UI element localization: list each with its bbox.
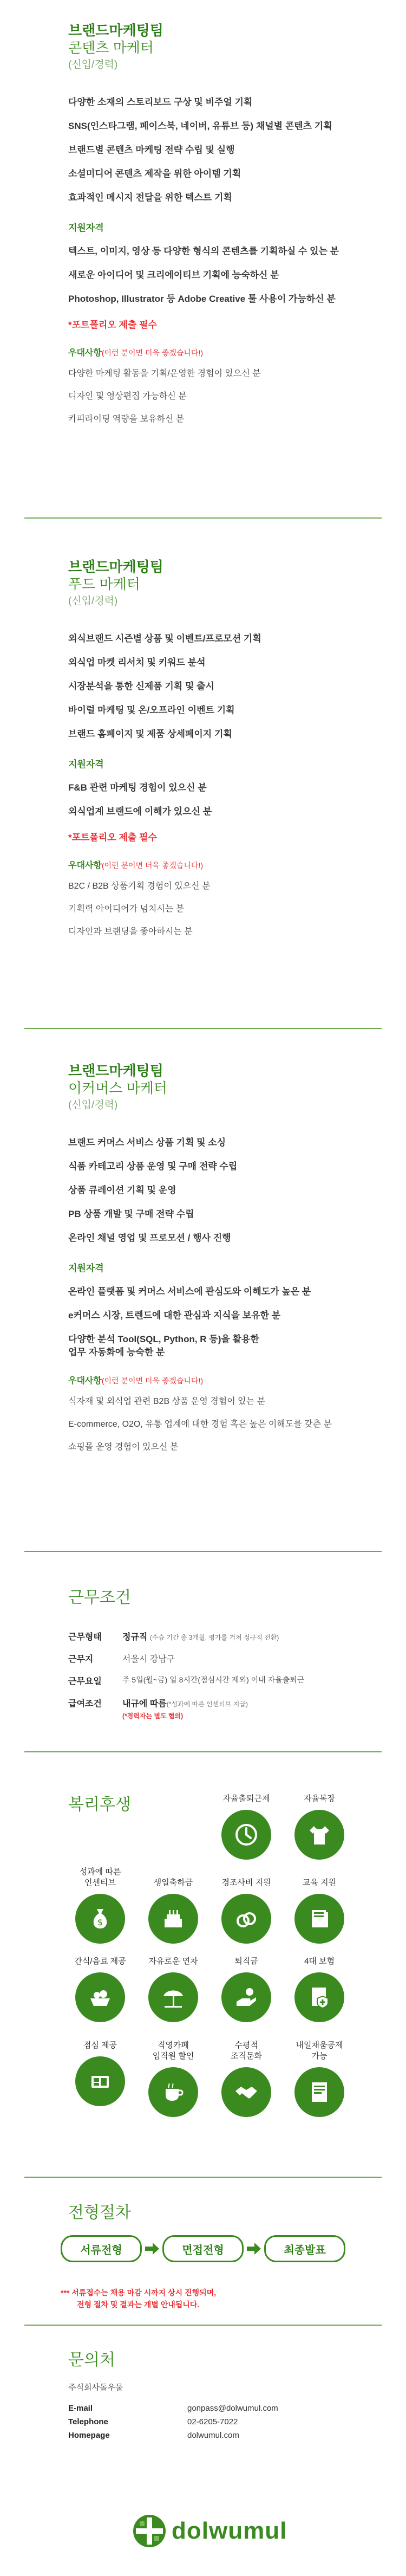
duty-item: 브랜드 홈페이지 및 제품 상세페이지 기획 xyxy=(68,729,232,739)
duty-item: 외식브랜드 시즌별 상품 및 이벤트/프로모션 기획 xyxy=(68,633,261,644)
condition-key: 근무형태 xyxy=(68,1633,102,1642)
coffee-icon xyxy=(148,2067,198,2117)
step-document-screening: 서류전형 xyxy=(61,2235,142,2262)
job-role: 이커머스 마케터 xyxy=(68,1080,168,1096)
benefit-casual-dress: 자율복장 xyxy=(284,1794,355,1860)
duty-list xyxy=(68,1137,406,1244)
rings-icon xyxy=(221,1894,271,1944)
benefit-mutual-aid: 내일채움공제 가능 xyxy=(284,2040,355,2117)
benefit-family-events: 경조사비 지원 xyxy=(211,1878,281,1944)
benefit-lunch: 점심 제공 xyxy=(65,2040,135,2106)
svg-text:$: $ xyxy=(97,1917,103,1927)
book-icon xyxy=(294,1894,344,1944)
company-name: 주식회사돌우물 xyxy=(68,2383,123,2392)
job-team: 브랜드마케팅팀 xyxy=(68,559,163,575)
condition-value: 정규직 (수습 기간 총 3개월, 평가를 거쳐 정규직 전환) xyxy=(122,1633,279,1642)
handshake-icon xyxy=(221,2067,271,2117)
job-role: 콘텐츠 마케터 xyxy=(68,40,154,56)
preferred-item: 디자인 및 영상편집 가능하신 분 xyxy=(68,392,187,401)
snack-icon xyxy=(75,1972,125,2022)
job-type: (신입/경력) xyxy=(68,1099,118,1111)
job-type: (신입/경력) xyxy=(68,596,118,607)
preferred-item: 디자인과 브랜딩을 좋아하시는 분 xyxy=(68,927,193,936)
preferred-item: E-commerce, O2O, 유통 업계에 대한 경험 혹은 높은 이해도를 갖춘 분 xyxy=(68,1420,332,1429)
beach-icon xyxy=(148,1972,198,2022)
preferred-item: 다양한 마케팅 활동을 기획/운영한 경험이 있으신 분 xyxy=(68,369,261,378)
requirement-item: 텍스트, 이미지, 영상 등 다양한 형식의 콘텐츠를 기획하실 수 있는 분 xyxy=(68,246,339,256)
condition-key: 급여조건 xyxy=(68,1699,102,1708)
benefit-cafe-discount: 직영카페 임직원 할인 xyxy=(138,2040,208,2117)
benefit-insurance: 4대 보험 xyxy=(284,1956,355,2022)
condition-key: 근무지 xyxy=(68,1655,94,1664)
homepage-link[interactable]: dolwumul.com xyxy=(187,2431,239,2440)
job-role: 푸드 마케터 xyxy=(68,576,140,592)
requirement-item: 업무 자동화에 능숙한 분 xyxy=(68,1347,165,1357)
contact-row: Homepage dolwumul.com xyxy=(68,2431,239,2440)
job-food-marketer xyxy=(0,558,406,949)
preferred-item: 쇼핑몰 운영 경험이 있으신 분 xyxy=(68,1442,179,1452)
requirement-item: 온라인 플랫폼 및 커머스 서비스에 관심도와 이해도가 높은 분 xyxy=(68,1286,311,1297)
duty-item: PB 상품 개발 및 구매 전략 수립 xyxy=(68,1209,194,1219)
cake-icon xyxy=(148,1894,198,1944)
requirements-heading: 지원자격 xyxy=(68,1263,104,1273)
requirement-item: 다양한 분석 Tool(SQL, Python, R 등)을 활용한 xyxy=(68,1334,259,1344)
process-note: *** 서류접수는 채용 마감 시까지 상시 진행되며, 전형 절차 및 결과는 개별 안내됩니다. xyxy=(61,2288,217,2309)
benefits-grid xyxy=(65,1794,368,2173)
duty-item: 바이럴 마케팅 및 온/오프라인 이벤트 기획 xyxy=(68,705,235,715)
condition-row xyxy=(68,1697,371,1720)
duty-list xyxy=(68,633,406,740)
logo-text: dolwumul xyxy=(172,2517,287,2544)
section-divider xyxy=(24,1751,382,1752)
step-final-announcement: 최종발표 xyxy=(264,2235,345,2262)
duty-item: 다양한 소재의 스토리보드 구상 및 비주얼 기획 xyxy=(68,97,253,107)
process-steps xyxy=(61,2235,345,2262)
duty-item: 상품 큐레이션 기획 및 운영 xyxy=(68,1185,176,1195)
duty-item: 시장분석을 통한 신제품 기획 및 출시 xyxy=(68,681,214,691)
job-type: (신입/경력) xyxy=(68,59,118,70)
condition-row xyxy=(68,1652,371,1665)
section-divider xyxy=(24,1551,382,1552)
benefit-birthday: 생일축하금 xyxy=(138,1878,208,1944)
duty-item: 브랜드 커머스 서비스 상품 기획 및 소싱 xyxy=(68,1137,226,1148)
job-ecommerce-marketer xyxy=(0,1062,406,1464)
telephone-link[interactable]: 02-6205-7022 xyxy=(187,2417,238,2426)
conditions-table xyxy=(68,1630,371,1730)
preferred-heading: 우대사항(이런 분이면 더욱 좋겠습니다!) xyxy=(68,861,203,870)
condition-value: 주 5일(월~금) 일 8시간(점심시간 제외) 이내 자율출퇴근 xyxy=(122,1675,305,1684)
condition-key: 근무요일 xyxy=(68,1677,102,1686)
benefits-title: 복리후생 xyxy=(68,1796,131,1814)
requirement-item: F&B 관련 마케팅 경험이 있으신 분 xyxy=(68,782,207,793)
condition-row xyxy=(68,1674,371,1687)
preferred-heading: 우대사항(이런 분이면 더욱 좋겠습니다!) xyxy=(68,1376,203,1386)
document-icon xyxy=(294,2067,344,2117)
benefit-free-leave: 자유로운 연차 xyxy=(138,1956,208,2022)
tshirt-icon xyxy=(294,1810,344,1860)
lunch-icon xyxy=(75,2056,125,2106)
section-divider xyxy=(24,2177,382,2178)
job-team: 브랜드마케팅팀 xyxy=(68,1063,163,1079)
duty-item: 효과적인 메시지 전달을 위한 텍스트 기획 xyxy=(68,192,232,203)
condition-value: 내규에 따름(*성과에 따른 인센티브 지급) (*경력자는 별도 협의) xyxy=(122,1699,248,1720)
requirement-item: 새로운 아이디어 및 크리에이티브 기획에 능숙하신 분 xyxy=(68,270,279,280)
requirement-item: e커머스 시장, 트렌드에 대한 관심과 지식을 보유한 분 xyxy=(68,1310,281,1321)
duty-item: 소셜미디어 콘텐츠 제작을 위한 아이템 기획 xyxy=(68,169,241,179)
job-content-marketer xyxy=(0,22,406,436)
arrow-right-icon xyxy=(142,2235,162,2262)
duty-item: 온라인 채널 영업 및 프로모션 / 행사 진행 xyxy=(68,1233,231,1243)
duty-item: 브랜드별 콘텐츠 마케팅 전략 수립 및 실행 xyxy=(68,145,235,155)
section-divider xyxy=(24,517,382,519)
condition-value: 서울시 강남구 xyxy=(122,1655,175,1664)
job-team: 브랜드마케팅팀 xyxy=(68,22,163,38)
benefit-snacks: 간식/음료 제공 xyxy=(65,1956,135,2022)
duty-item: SNS(인스타그램, 페이스북, 네이버, 유튜브 등) 채널별 콘텐츠 기획 xyxy=(68,121,332,131)
benefit-horizontal-culture: 수평적 조직문화 xyxy=(211,2040,281,2117)
duty-list xyxy=(68,96,406,204)
benefit-education: 교육 지원 xyxy=(284,1878,355,1944)
preferred-heading: 우대사항(이런 분이면 더욱 좋겠습니다!) xyxy=(68,348,203,358)
portfolio-required-note: *포트폴리오 제출 필수 xyxy=(68,320,157,330)
contact-info xyxy=(68,2381,371,2444)
step-interview: 면접전형 xyxy=(162,2235,244,2262)
clock-icon xyxy=(221,1810,271,1860)
company-logo xyxy=(133,2514,287,2548)
money-bag-icon xyxy=(75,1894,125,1944)
benefit-incentive: 성과에 따른 인센티브 $ xyxy=(65,1867,135,1944)
contact-row: Telephone 02-6205-7022 xyxy=(68,2417,238,2426)
preferred-item: 기획력 아이디어가 넘치시는 분 xyxy=(68,904,185,914)
preferred-item: B2C / B2B 상품기획 경험이 있으신 분 xyxy=(68,882,211,891)
logo-mark-icon xyxy=(133,2514,166,2548)
insurance-icon xyxy=(294,1972,344,2022)
section-divider xyxy=(24,1028,382,1029)
contact-row: E-mail gonpass@dolwumul.com xyxy=(68,2404,278,2413)
benefit-severance: 퇴직금 xyxy=(211,1956,281,2022)
portfolio-required-note: *포트폴리오 제출 필수 xyxy=(68,832,157,843)
condition-row xyxy=(68,1630,371,1642)
preferred-item: 카피라이팅 역량을 보유하신 분 xyxy=(68,415,185,424)
requirements-heading: 지원자격 xyxy=(68,223,104,233)
conditions-title: 근무조건 xyxy=(68,1589,131,1607)
preferred-item: 식자재 및 외식업 관련 B2B 상품 운영 경험이 있는 분 xyxy=(68,1397,265,1406)
requirement-item: 외식업계 브랜드에 이해가 있으신 분 xyxy=(68,806,212,817)
process-title: 전형절차 xyxy=(68,2204,131,2222)
hand-coin-icon xyxy=(221,1972,271,2022)
duty-item: 외식업 마켓 리서치 및 키워드 분석 xyxy=(68,657,206,668)
benefit-flexible-hours: 자율출퇴근제 xyxy=(211,1794,281,1860)
requirement-item: Photoshop, Illustrator 등 Adobe Creative 툴 사용이 가능하신 분 xyxy=(68,294,336,304)
requirements-heading: 지원자격 xyxy=(68,759,104,769)
arrow-right-icon xyxy=(244,2235,264,2262)
section-divider xyxy=(24,2325,382,2326)
contact-title: 문의처 xyxy=(68,2351,115,2369)
duty-item: 식품 카테고리 상품 운영 및 구매 전략 수립 xyxy=(68,1161,238,1172)
email-link[interactable]: gonpass@dolwumul.com xyxy=(187,2404,278,2413)
